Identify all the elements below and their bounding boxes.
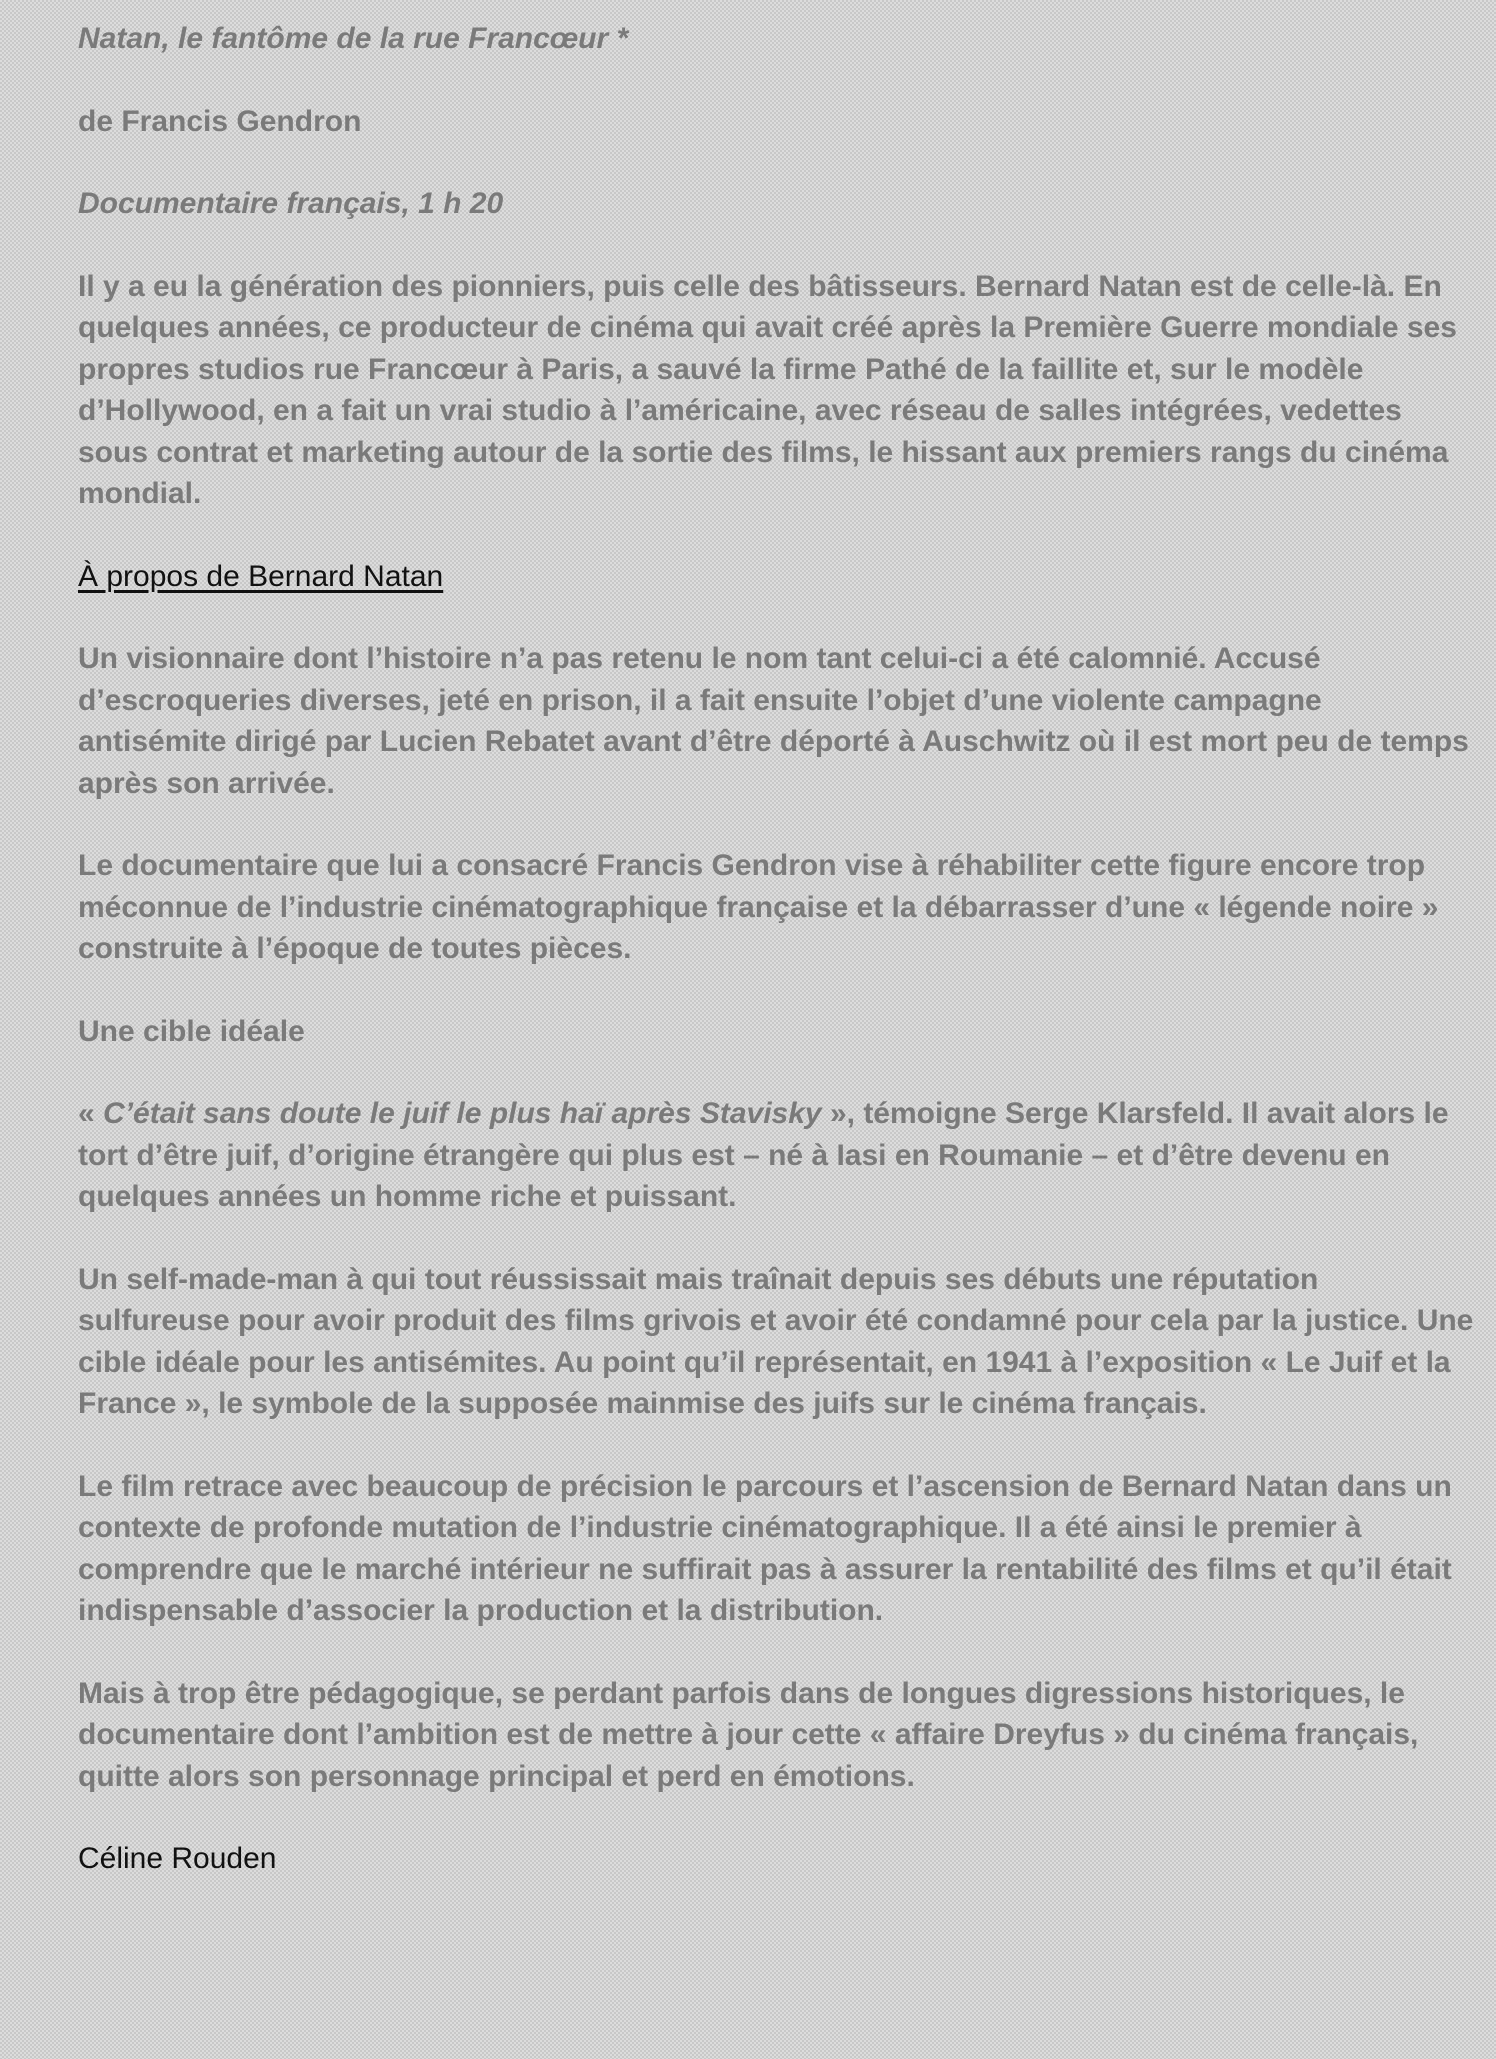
conclusion-paragraph: Mais à trop être pédagogique, se perdant parfois dans de longues digressions historiques, le documentaire dont l’ambition est de mettre à jour cette « affaire Dreyfus » du cinéma français, quitte alors son personnage principal et perd en émotions. bbox=[78, 1676, 1419, 1793]
selfmade-paragraph: Un self-made-man à qui tout réussissait mais traînait depuis ses débuts une réputation sulfureuse pour avoir produit des films grivois et avoir été condamné pour cela par la justice. Une cible idéale pour les antisémites. Au point qu’il représentait, en 1941 à l’exposition « Le Juif et la France », le symbole de la supposée mainmise des juifs sur le cinéma français. bbox=[78, 1262, 1474, 1420]
quote-paragraph bbox=[78, 1093, 1478, 1218]
director-line: de Francis Gendron bbox=[78, 104, 362, 138]
about-bernard-natan-link[interactable]: À propos de Bernard Natan bbox=[78, 559, 444, 593]
documentaire-paragraph: Le documentaire que lui a consacré Francis Gendron vise à réhabiliter cette figure encore trop méconnue de l’industrie cinématographique française et la débarrasser d’une « légende noire » construite à l’époque de toutes pièces. bbox=[78, 849, 1439, 965]
visionnaire-paragraph: Un visionnaire dont l’histoire n’a pas retenu le nom tant celui-ci a été calomnié. Accusé d’escroqueries diverses, jeté en prison, il a fait ensuite l’objet d’une violente campagne antisémite dirigé par Lucien Rebatet avant d’être déporté à Auschwitz où il est mort peu de temps après son arrivée. bbox=[78, 642, 1469, 800]
film-title: Natan, le fantôme de la rue Francœur * bbox=[78, 22, 629, 55]
quote-open-mark: « bbox=[78, 1097, 104, 1130]
quote-rest-text: », témoigne Serge Klarsfeld. Il avait alors le tort d’être juif, d’origine étrangère qui plus est – né à Iasi en Roumanie – et d’être devenu en quelques années un homme riche et puissant. bbox=[78, 1097, 1449, 1213]
film-paragraph: Le film retrace avec beaucoup de précision le parcours et l’ascension de Bernard Natan dans un contexte de profonde mutation de l’industrie cinématographique. Il a été ainsi le premier à comprendre que le marché intérieur ne suffirait pas à assurer la rentabilité des films et qu’il était indispensable d’associer la production et la distribution. bbox=[78, 1469, 1452, 1627]
genre-line: Documentaire français, 1 h 20 bbox=[78, 187, 504, 220]
author-signature: Céline Rouden bbox=[78, 1842, 277, 1875]
article bbox=[78, 18, 1478, 1921]
quote-italic-text: C’était sans doute le juif le plus haï après Stavisky bbox=[103, 1097, 822, 1130]
intro-paragraph: Il y a eu la génération des pionniers, puis celle des bâtisseurs. Bernard Natan est de celle-là. En quelques années, ce producteur de cinéma qui avait créé après la Première Guerre mondiale ses propres studios rue Francœur à Paris, a sauvé la firme Pathé de la faillite et, sur le modèle d’Hollywood, en a fait un vrai studio à l’américaine, avec réseau de salles intégrées, vedettes sous contrat et marketing autour de la sortie des films, le hissant aux premiers rangs du cinéma mondial. bbox=[78, 269, 1457, 510]
section-subheading: Une cible idéale bbox=[78, 1014, 305, 1048]
